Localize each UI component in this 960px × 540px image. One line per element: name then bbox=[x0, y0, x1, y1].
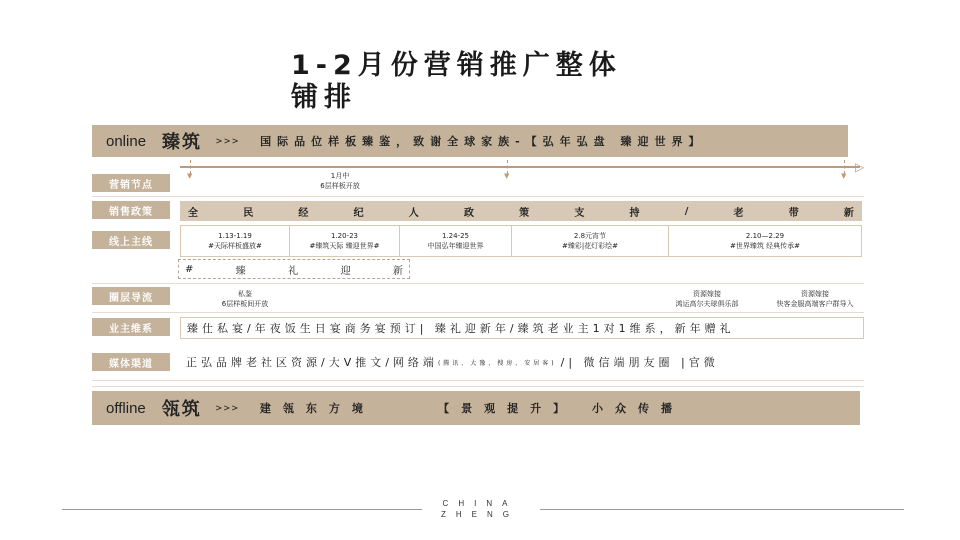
circle-note-private bbox=[200, 289, 290, 309]
row-label-node: 营销节点 bbox=[92, 174, 170, 192]
online-cn-label: 臻筑 bbox=[162, 132, 203, 153]
policy-char: 新 bbox=[843, 207, 854, 219]
row-label-online: 线上主线 bbox=[92, 231, 170, 249]
media-tail: /| 微信端朋友圈 |官微 bbox=[560, 356, 719, 369]
media-small: (腾讯、大豫、搜房、安居客) bbox=[437, 359, 557, 367]
policy-char: 全 bbox=[188, 207, 198, 219]
online-arrow: >>> bbox=[216, 135, 241, 147]
node-note-line1: 1月中 bbox=[330, 172, 350, 180]
row-label-media: 媒体渠道 bbox=[92, 353, 170, 371]
online-cell-text: #天际样板盛放# bbox=[208, 242, 262, 250]
hashtag-char: 新 bbox=[392, 265, 403, 277]
policy-char: 持 bbox=[629, 207, 640, 219]
policy-char: 带 bbox=[788, 207, 799, 219]
online-cell-date: 1.20-23 bbox=[330, 232, 359, 240]
online-cell-text: #臻筑天际 臻迎世界# bbox=[309, 242, 380, 250]
footer-line-left bbox=[62, 509, 422, 510]
hashtag-char: 臻 bbox=[235, 265, 246, 277]
hashtag-char: # bbox=[185, 263, 194, 275]
timeline-tick-arrow-icon: ▼ bbox=[504, 172, 510, 180]
offline-arrow: >>> bbox=[215, 402, 240, 414]
policy-char: 民 bbox=[243, 207, 254, 219]
policy-char: 纪 bbox=[353, 207, 364, 219]
online-slogan: 国际品位样板臻鉴，致谢全球家族-【弘年弘盘 臻迎世界】 bbox=[260, 135, 706, 148]
circle-note-golf bbox=[652, 289, 762, 309]
brand-line1: CHINA bbox=[442, 499, 518, 508]
offline-cn-label: 瓴筑 bbox=[161, 399, 202, 420]
timeline-line bbox=[180, 166, 860, 168]
hashtag-char: 迎 bbox=[340, 265, 351, 277]
policy-char: 策 bbox=[519, 207, 530, 219]
hashtag-char: 礼 bbox=[288, 265, 299, 277]
policy-char: 人 bbox=[408, 207, 419, 219]
offline-en-label: offline bbox=[106, 399, 146, 417]
online-cell-date: 2.8元宵节 bbox=[573, 232, 607, 240]
online-cell bbox=[181, 226, 290, 256]
owner-maintenance-box bbox=[180, 317, 864, 339]
node-note bbox=[300, 171, 380, 191]
page-title: 1-2月份营销推广整体铺排 bbox=[291, 50, 622, 113]
row-divider bbox=[92, 380, 864, 381]
online-cell-text: 中国弘年臻迎世界 bbox=[427, 242, 484, 250]
policy-char: 老 bbox=[733, 207, 744, 219]
online-cell bbox=[512, 226, 669, 256]
policy-char: 政 bbox=[463, 207, 474, 219]
hashtag-box bbox=[178, 259, 410, 279]
media-main: 正弘品牌老社区资源/大V推文/网络端 bbox=[186, 356, 438, 369]
row-label-circle: 圈层导流 bbox=[92, 287, 170, 305]
circle-note-text: 6层样板间开放 bbox=[221, 300, 269, 308]
media-channel-text bbox=[186, 352, 719, 372]
row-divider bbox=[92, 386, 864, 387]
timeline-arrow-icon: ▷ bbox=[855, 160, 865, 174]
circle-note-text: 鸿运高尔夫球俱乐部 bbox=[675, 300, 739, 308]
row-divider bbox=[92, 196, 864, 197]
online-cell-text: #世界臻筑 经典传承# bbox=[730, 242, 800, 250]
online-cell-text: #臻彩|花灯彩绘# bbox=[561, 242, 619, 250]
online-en-label: online bbox=[106, 132, 147, 150]
circle-note-title: 私鉴 bbox=[238, 290, 252, 298]
brand-logo bbox=[430, 498, 530, 520]
row-label-owner: 业主维系 bbox=[92, 318, 170, 336]
offline-slogan: 建瓴东方境 【景观提升】 小众传播 bbox=[259, 402, 684, 415]
node-note-line2: 6层样板开放 bbox=[320, 182, 360, 190]
online-cell-date: 2.10—2.29 bbox=[745, 232, 785, 240]
online-schedule-row bbox=[180, 225, 862, 257]
online-cell bbox=[669, 226, 861, 256]
owner-text: 臻仕私宴/年夜饭生日宴商务宴预订| 臻礼迎新年/臻筑老业主1对1维系，新年赠礼 bbox=[187, 322, 735, 335]
online-cell bbox=[400, 226, 512, 256]
offline-banner bbox=[92, 391, 860, 425]
circle-note-title: 资源嫁接 bbox=[801, 290, 829, 298]
policy-bar bbox=[180, 201, 862, 221]
online-cell bbox=[290, 226, 400, 256]
timeline-tick-arrow-icon: ▼ bbox=[187, 172, 193, 180]
row-label-policy: 销售政策 bbox=[92, 201, 170, 219]
brand-line2: ZHENG bbox=[441, 510, 519, 519]
online-cell-date: 1.24-25 bbox=[441, 232, 470, 240]
circle-note-finance bbox=[760, 289, 870, 309]
policy-char: 支 bbox=[574, 207, 585, 219]
footer-line-right bbox=[540, 509, 904, 510]
policy-char: / bbox=[684, 205, 689, 217]
circle-note-text: 快客金服高端客户群导入 bbox=[776, 300, 854, 308]
row-divider bbox=[92, 283, 864, 284]
policy-char: 经 bbox=[298, 207, 309, 219]
timeline-tick-arrow-icon: ▼ bbox=[841, 172, 847, 180]
circle-note-title: 资源嫁接 bbox=[693, 290, 721, 298]
online-banner bbox=[92, 125, 848, 157]
online-cell-date: 1.13-1.19 bbox=[218, 232, 252, 240]
row-divider bbox=[92, 312, 864, 313]
